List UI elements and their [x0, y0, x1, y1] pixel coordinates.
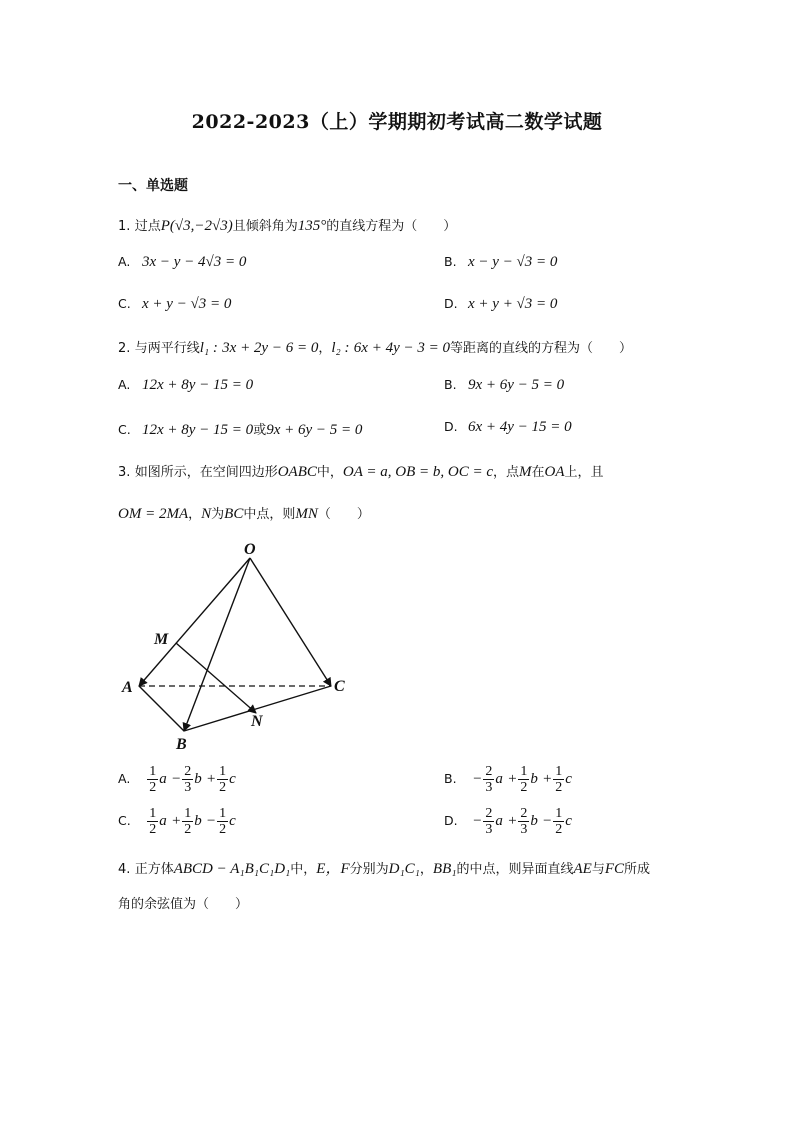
option-label: D. — [444, 813, 458, 828]
math-segment: D₁C₁ — [388, 861, 420, 877]
sign: − — [206, 813, 217, 829]
fraction — [518, 806, 529, 837]
option-label: D. — [444, 419, 458, 434]
question-text: 上，且 — [564, 465, 604, 480]
option-label: C. — [118, 422, 131, 437]
option-expr: 12x + 8y − 15 = 0 — [142, 422, 254, 438]
label-a: A — [122, 679, 133, 696]
question-text: 如图所示，在空间四边形 — [134, 465, 278, 480]
section-heading: 一、单选题 — [118, 178, 188, 194]
question-number: 1. — [118, 219, 131, 234]
denominator: 2 — [555, 822, 563, 837]
option-expr: x + y + √3 = 0 — [468, 296, 558, 312]
math-equation: OM = 2MA — [118, 506, 189, 522]
denominator: 3 — [485, 780, 493, 795]
fraction — [182, 764, 193, 795]
option-a[interactable] — [118, 377, 253, 394]
option-label: A. — [118, 254, 131, 269]
option-label: B. — [444, 771, 457, 786]
question-text: ， — [419, 862, 433, 877]
label-c: C — [334, 678, 345, 695]
vector-symbol: c — [229, 771, 236, 787]
option-label: B. — [444, 377, 457, 392]
sign: − — [472, 771, 483, 787]
question-text: ， — [188, 507, 202, 522]
option-expr: 12x + 8y − 15 = 0 — [142, 377, 254, 393]
option-d[interactable] — [444, 419, 572, 436]
option-label: C. — [118, 813, 131, 828]
vector-symbol: c — [565, 771, 572, 787]
denominator: 2 — [219, 822, 227, 837]
edge-ob — [184, 558, 250, 731]
page-title: 2022-2023（上）学期期初考试高二数学试题 — [191, 111, 603, 133]
numerator: 1 — [219, 764, 227, 779]
question-text: 在 — [531, 465, 545, 480]
sign: + — [507, 813, 518, 829]
numerator: 2 — [485, 806, 493, 821]
option-label: B. — [444, 254, 457, 269]
sign: − — [472, 813, 483, 829]
numerator: 2 — [184, 764, 192, 779]
question-4-line-2 — [118, 893, 248, 912]
question-text: 中， — [290, 862, 317, 877]
numerator: 2 — [485, 764, 493, 779]
denominator: 3 — [520, 822, 528, 837]
question-4 — [118, 857, 650, 878]
label-m: M — [154, 631, 169, 648]
vector-symbol: a — [495, 813, 503, 829]
option-conjunction: 或 — [253, 423, 267, 438]
numerator: 1 — [555, 764, 563, 779]
fraction — [217, 764, 228, 795]
edge-oc — [250, 558, 331, 686]
tetrahedron-figure — [118, 538, 358, 760]
numerator: 1 — [219, 806, 227, 821]
label-o: O — [244, 541, 256, 558]
question-number: 2. — [118, 341, 131, 356]
math-vectors: OA = a, OB = b, OC = c — [342, 464, 493, 480]
vector-symbol: a — [159, 813, 167, 829]
denominator: 2 — [149, 822, 157, 837]
denominator: 2 — [555, 780, 563, 795]
option-b[interactable] — [444, 254, 557, 271]
vector-symbol: c — [565, 813, 572, 829]
question-text: 与 — [591, 862, 605, 877]
sign: + — [542, 771, 553, 787]
question-text: 中点，则 — [243, 507, 296, 522]
option-d[interactable] — [444, 296, 557, 313]
question-text: 的中点，则异面直线 — [456, 862, 574, 877]
numerator: 2 — [520, 806, 528, 821]
question-text: 与两平行线 — [134, 341, 200, 356]
math-equation: 3x + 2y − 6 = 0 — [222, 340, 319, 356]
option-d[interactable] — [444, 806, 572, 837]
option-expr: x + y − √3 = 0 — [142, 296, 232, 312]
denominator: 3 — [184, 780, 192, 795]
sign: + — [206, 771, 217, 787]
question-3-line-2 — [118, 503, 370, 523]
option-b[interactable] — [444, 764, 572, 795]
question-text: 所成 — [624, 862, 651, 877]
fraction — [217, 806, 228, 837]
option-label: D. — [444, 296, 458, 311]
question-2 — [118, 337, 632, 357]
question-number: 3. — [118, 465, 131, 480]
denominator: 2 — [149, 780, 157, 795]
fraction — [518, 764, 529, 795]
edge-oa — [139, 558, 250, 686]
label-b: B — [176, 736, 187, 753]
sign: + — [507, 771, 518, 787]
option-label: A. — [118, 377, 131, 392]
option-c[interactable] — [118, 419, 362, 439]
vector-symbol: b — [530, 771, 538, 787]
math-shape: OABC — [277, 464, 317, 480]
denominator: 3 — [485, 822, 493, 837]
math-equation: 6x + 4y − 3 = 0 — [353, 340, 450, 356]
numerator: 1 — [520, 764, 528, 779]
question-3 — [118, 461, 604, 481]
vector-symbol: b — [194, 813, 202, 829]
math-angle: 135° — [297, 218, 327, 234]
option-c[interactable] — [118, 806, 236, 837]
math-segment: BB₁ — [432, 861, 457, 877]
vector-symbol: a — [159, 771, 167, 787]
vector-symbol: a — [495, 771, 503, 787]
question-text: 等距离的直线的方程为（ ） — [449, 341, 632, 356]
fraction — [182, 806, 193, 837]
fraction — [553, 806, 564, 837]
question-text: 过点 — [134, 219, 161, 234]
vector-symbol: b — [530, 813, 538, 829]
option-label: A. — [118, 771, 131, 786]
math-vector: MN — [295, 506, 318, 522]
question-1 — [118, 215, 456, 235]
vector-mn — [176, 643, 256, 713]
label-n: N — [251, 713, 263, 730]
option-a[interactable] — [118, 254, 246, 271]
denominator: 2 — [219, 780, 227, 795]
option-expr: 6x + 4y − 15 = 0 — [468, 419, 572, 435]
option-expr: x − y − √3 = 0 — [468, 254, 558, 270]
question-text: 为 — [211, 507, 225, 522]
denominator: 2 — [520, 780, 528, 795]
edge-ab — [139, 686, 184, 731]
question-text: 正方体 — [134, 862, 174, 877]
line-label: l₁ : — [199, 340, 218, 356]
fraction — [553, 764, 564, 795]
numerator: 1 — [184, 806, 192, 821]
vector-symbol: b — [194, 771, 202, 787]
option-c[interactable] — [118, 296, 231, 313]
question-text: 的直线方程为（ ） — [326, 219, 457, 234]
question-text: 角的余弦值为（ ） — [118, 897, 249, 912]
math-segment: BC — [224, 506, 244, 522]
denominator: 2 — [184, 822, 192, 837]
line-label: l₂ : — [331, 340, 350, 356]
option-expr-2: 9x + 6y − 5 = 0 — [266, 422, 363, 438]
vector-symbol: c — [229, 813, 236, 829]
question-text: ，点 — [493, 465, 520, 480]
sign: − — [542, 813, 553, 829]
math-segment: AE — [573, 861, 592, 877]
question-text: 且倾斜角为 — [232, 219, 298, 234]
fraction — [147, 806, 158, 837]
option-label: C. — [118, 296, 131, 311]
fraction — [147, 764, 158, 795]
numerator: 1 — [149, 764, 157, 779]
option-expr: 9x + 6y − 5 = 0 — [468, 377, 565, 393]
math-point: M — [519, 464, 532, 480]
sign: + — [171, 813, 182, 829]
question-number: 4. — [118, 862, 131, 877]
math-points: E，F — [316, 861, 350, 877]
question-text: 中， — [316, 465, 343, 480]
numerator: 1 — [149, 806, 157, 821]
question-text: （ ） — [317, 507, 370, 522]
math-cube: ABCD − A₁B₁C₁D₁ — [173, 861, 291, 877]
question-text: 分别为 — [349, 862, 389, 877]
sign: − — [171, 771, 182, 787]
fraction — [483, 806, 494, 837]
math-segment: FC — [604, 861, 624, 877]
numerator: 1 — [555, 806, 563, 821]
option-b[interactable] — [444, 377, 564, 394]
math-point: N — [201, 506, 212, 522]
option-a[interactable] — [118, 764, 236, 795]
separator: ， — [318, 341, 332, 356]
option-expr: 3x − y − 4√3 = 0 — [142, 254, 247, 270]
math-segment: OA — [544, 464, 565, 480]
fraction — [483, 764, 494, 795]
math-point: P(√3,−2√3) — [160, 218, 233, 234]
